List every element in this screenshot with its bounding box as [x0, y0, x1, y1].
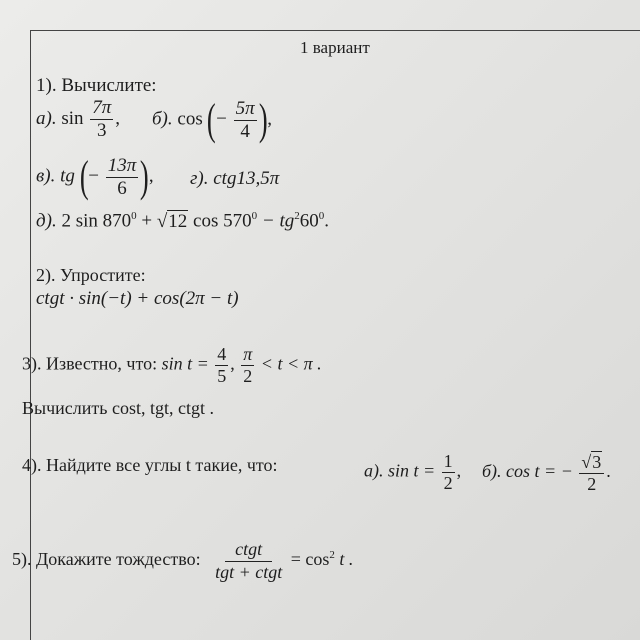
- task3-line2: Вычислить cost, tgt, ctgt .: [22, 398, 214, 418]
- fraction: $\frac{√3}{2}$: [579, 452, 604, 494]
- table-border-top: [30, 30, 640, 31]
- task4-item-b: б). cos t = − $\frac{√3}{2}$ .: [482, 452, 611, 495]
- task1-item-v: в). tg (− $\frac{13\pi}{6}$ ),: [36, 152, 154, 201]
- task1-item-a: а). sin $\frac{7\pi}{3}$ ,: [36, 97, 121, 141]
- variant-title: 1 вариант: [300, 38, 370, 57]
- task1-item-b: б). cos (− $\frac{5\pi}{4}$ ),: [152, 95, 273, 144]
- task3-line1: 3). Известно, что: sin t = $\frac{4}{5}$ , $\frac{\pi}{2}$ < t < π .: [22, 344, 322, 386]
- sqrt-symbol: √12: [156, 210, 188, 232]
- task4-item-a: а). sin t = $\frac{1}{2}$ ,: [364, 451, 462, 493]
- fraction: $\frac{1}{2}$: [443, 451, 453, 493]
- sqrt-symbol: √3: [581, 452, 602, 473]
- task5-line: 5). Докажите тождество: $\frac{\text{ctgt}}{\text{tgt + ctgt}}$ = $\cos^2 t$ .: [12, 539, 354, 582]
- task1-item-g: г). ctg13,5π: [190, 168, 280, 189]
- fraction: $\frac{5\pi}{4}$: [235, 97, 255, 142]
- fraction: $\frac{7\pi}{3}$: [92, 97, 112, 141]
- task1-item-d: д). 2 $\sin 870^0 + √12$ $\cos 570^0 - tg^260^0$.: [36, 210, 329, 232]
- task4-line: 4). Найдите все углы t такие, что:: [22, 455, 278, 475]
- task2-heading: 2). Упростите:: [36, 265, 146, 285]
- fraction: $\frac{13\pi}{6}$: [107, 154, 137, 199]
- fraction: $\frac{\text{ctgt}}{\text{tgt + ctgt}}$: [215, 539, 283, 582]
- task1-heading: 1). Вычислите:: [36, 75, 157, 96]
- task2-expression: ctgt · sin(−t) + cos(2π − t): [36, 288, 239, 309]
- fraction: $\frac{\pi}{2}$: [243, 344, 253, 386]
- fraction: $\frac{4}{5}$: [217, 344, 227, 386]
